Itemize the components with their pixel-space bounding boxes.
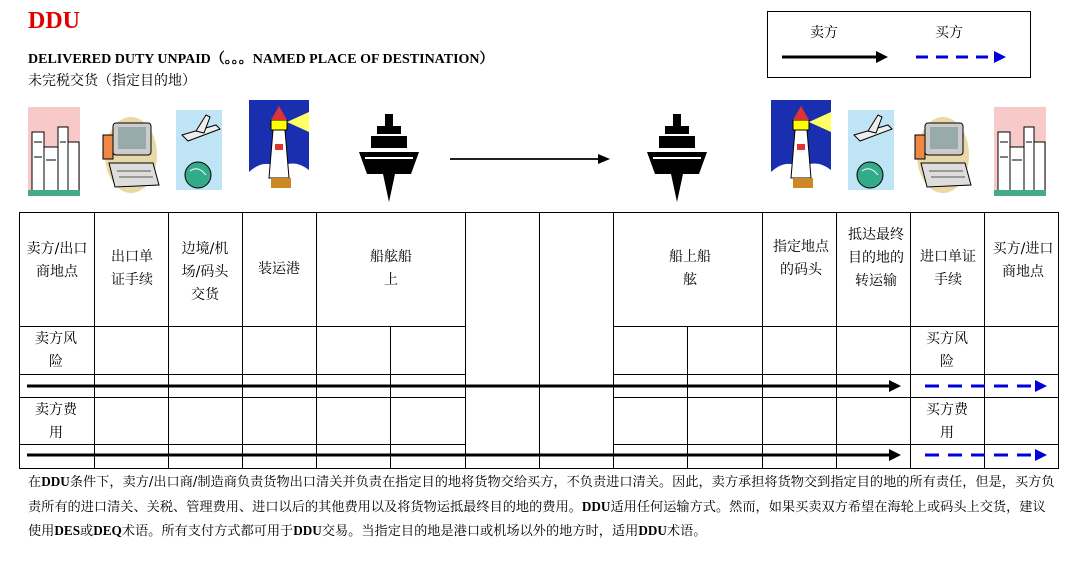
computer-icon bbox=[915, 117, 971, 193]
legend bbox=[767, 11, 1031, 78]
illustration-row bbox=[0, 95, 1080, 205]
col-header-border-delivery: 边境/机场/码头交货 bbox=[181, 241, 229, 303]
responsibility-table bbox=[19, 212, 1059, 469]
legend-arrows bbox=[768, 12, 1032, 79]
legend-buyer-label: 买方 bbox=[935, 25, 963, 41]
lighthouse-icon bbox=[771, 100, 831, 195]
col-header-ship-rail-on-board: 船舷船上 bbox=[370, 249, 412, 288]
seller-cost-arrowhead bbox=[889, 449, 901, 461]
buyer-risk-label: 买方风险 bbox=[926, 331, 968, 370]
arrow-right-icon bbox=[598, 154, 610, 164]
buyer-cost-label: 买方费用 bbox=[926, 402, 968, 441]
factory-icon bbox=[28, 107, 80, 196]
subtitle-english: DELIVERED DUTY UNPAID（。。。NAMED PLACE OF DESTINATION） bbox=[28, 52, 494, 67]
subtitle-chinese: 未完税交货（指定目的地） bbox=[28, 73, 196, 89]
seller-risk-arrowhead bbox=[889, 380, 901, 392]
col-header-export-docs: 出口单证手续 bbox=[111, 249, 153, 288]
legend-seller-arrowhead bbox=[876, 51, 888, 63]
col-header-import-docs: 进口单证手续 bbox=[920, 249, 976, 288]
legend-seller-label: 卖方 bbox=[810, 25, 838, 41]
col-header-seller-location: 卖方/出口商地点 bbox=[26, 241, 88, 280]
col-header-named-terminal: 指定地点的码头 bbox=[773, 239, 829, 278]
buyer-risk-arrowhead bbox=[1035, 380, 1047, 392]
factory-icon bbox=[994, 107, 1046, 196]
seller-cost-label: 卖方费用 bbox=[35, 402, 77, 441]
col-header-on-board-ship-rail: 船上船舷 bbox=[669, 249, 711, 288]
airplane-globe-icon bbox=[848, 110, 894, 190]
buyer-cost-arrowhead bbox=[1035, 449, 1047, 461]
ship-icon bbox=[647, 114, 707, 202]
seller-risk-label: 卖方风险 bbox=[35, 331, 77, 370]
lighthouse-icon bbox=[249, 100, 309, 195]
col-header-buyer-location: 买方/进口商地点 bbox=[992, 241, 1054, 280]
col-header-port-of-shipment: 装运港 bbox=[258, 261, 300, 277]
page-title: DDU bbox=[28, 8, 80, 34]
legend-buyer-arrowhead bbox=[994, 51, 1006, 63]
description-paragraph: 在DDU条件下，卖方/出口商/制造商负责货物出口清关并负责在指定目的地将货物交给买方，不负责进口清关。因此，卖方承担将货物交到指定目的地的所有责任，但是，买方负责所有的进口清关、关税、管理费用、进口以后的其他费用以及将货物运抵最终目的地的费用。DDU适用任何运输方式。然而，如果买卖双方希望在海轮上或码头上交货，建议使用DES或DEQ术语。所有支付方式都可用于DDU交易。当指定目的地是港口或机场以外的地方时，适用DDU术语。 bbox=[28, 474, 1055, 539]
computer-icon bbox=[103, 117, 159, 193]
airplane-globe-icon bbox=[176, 110, 222, 190]
ship-icon bbox=[359, 114, 419, 202]
col-header-final-transport: 抵达最终目的地的转运输 bbox=[848, 227, 904, 289]
